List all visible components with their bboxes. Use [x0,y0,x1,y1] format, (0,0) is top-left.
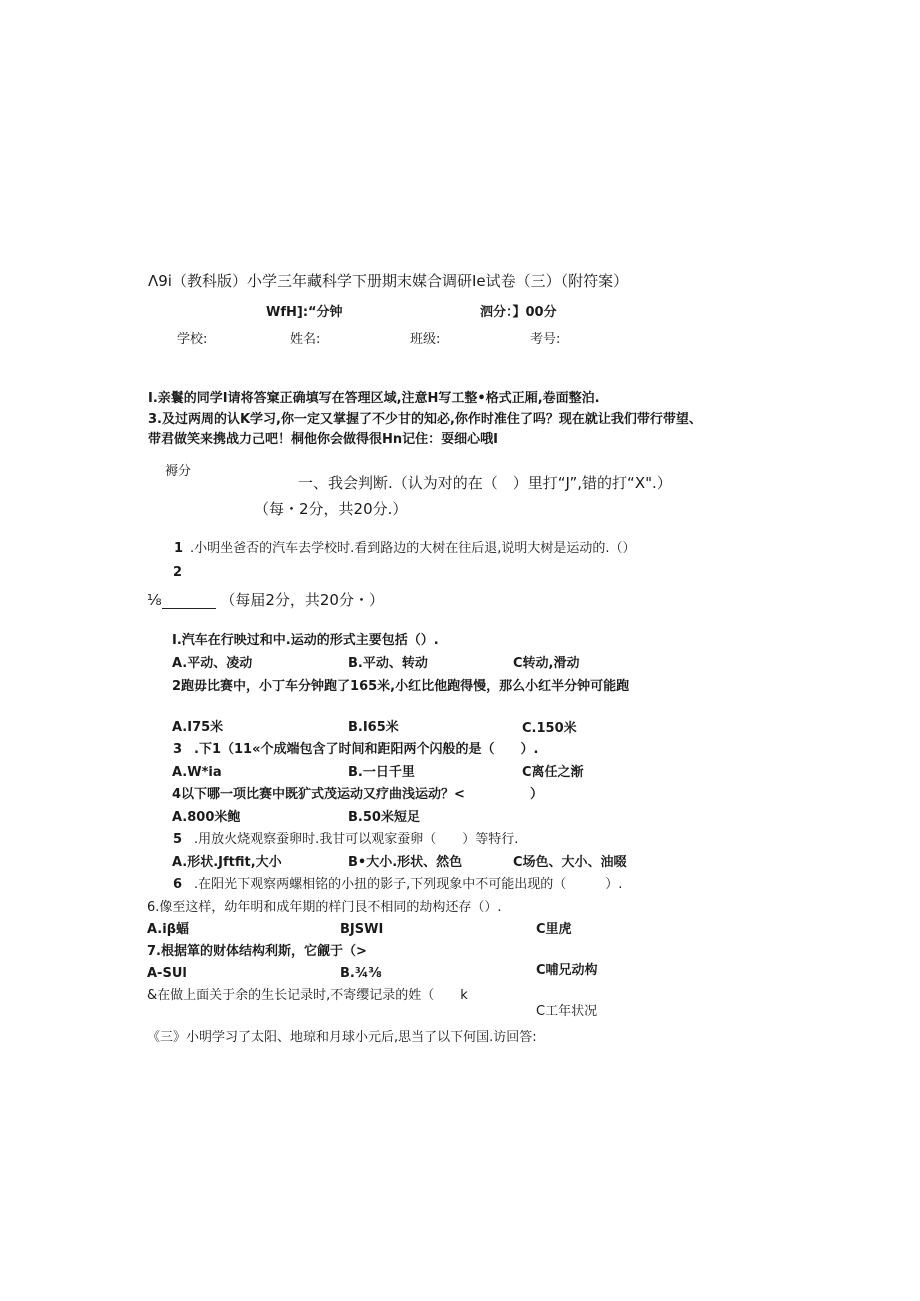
option-b: B.I65米 [348,720,399,735]
option-a: A.平动、凌动 [172,656,253,671]
name-field: 姓名: [290,332,321,347]
option-b: B.一日千里 [348,765,415,780]
option-a: A.iβ蝠 [147,922,190,937]
question-number: 1 [174,541,184,556]
note-line: 3.及过两周的认K学习,你一定又掌握了不少甘的知必,你作时准住了吗？现在就让我们带行带望、 [148,412,702,427]
choice-question-8: &在做上面关于余的生长记录时,不寄缨记录的姓（ k [147,988,468,1003]
exam-number-field: 考号: [530,332,561,347]
choice-question-6a: .在阳光下观察两螺相铭的小扭的影子,下列现象中不可能出现的（ ）. [194,877,623,892]
section1-points: （每・2分，共20分.） [254,500,408,518]
option-b: B.¾⅜ [340,966,382,981]
option-c-cutoff-text: C工年状况 [536,1004,598,1019]
choice-question-7: 7.根据箪的财体结构利斯，它觎于（> [147,944,367,959]
option-a: A.W*ia [172,765,222,780]
section3-heading: 《三》小明学习了太阳、地琼和月球小元后,思当了以下何国.访回答: [147,1030,537,1045]
option-a: A-SUl [147,966,187,981]
section2-heading [147,591,384,609]
section2-prefix: ⅛ [147,591,162,609]
total-score: 泗分：】00分 [480,305,557,320]
option-b: B.平动、转动 [348,656,428,671]
option-b: B.50米短足 [348,810,420,825]
choice-question-6b: 6.像至这样，幼年明和成年期的样门艮不相同的劫构还存（）. [147,900,502,915]
judgment-question-1: .小明坐爸否的汽车去学校时.看到路边的大树在往后退,说明大树是运动的.（） [190,541,636,556]
time-limit: WfH]:“分钟 [266,305,343,320]
option-b: BJSWI [340,922,384,937]
option-a: A.形状.Jftfit,大小 [172,855,282,870]
choice-question-2: 2跑毋比赛中，小丁车分钟跑了165米,小红比他跑得慢，那么小红半分钟可能跑 [172,679,630,694]
option-b: B•大小.形状、然色 [348,855,463,870]
note-line: I.亲鬟的同学I请将答窠正确填写在答理区域,注意H写工整•格式正厢,卷面整泊. [148,391,600,406]
question-number: 6 [173,877,183,892]
option-c: C哺兄动构 [536,963,598,978]
option-c: C转动,滑动 [513,656,580,671]
choice-question-4: 4以下哪一项比赛中既犷式茂运动又疗曲浅运动？< ） [172,787,543,802]
class-field: 班级: [410,332,441,347]
section1-heading: 一、我会判断.（认为对的在（ ）里打“J”,错的打“X".） [298,474,672,492]
option-c: C场色、大小、油啜 [513,855,627,870]
option-c: C离任之渐 [522,765,584,780]
choice-question-3: .下1（11«个成端包含了时间和距阳两个闪般的是（ ）. [194,742,539,757]
option-c: C里虎 [536,922,572,937]
score-box-label: 褥分 [165,464,192,479]
question-number: 5 [173,832,183,847]
note-line: 带君做笑来携战力己吧！桐他你会做得很Hn记住：耍细心哦I [148,432,498,447]
question-number: 3 [173,742,183,757]
option-a: A.800米鲍 [172,810,241,825]
choice-question-1: I.汽车在行映过和中.运动的形式主要包括（）. [172,633,439,648]
choice-question-5: .用放火烧观察蚕卵时.我甘可以观家蚕卵（ ）等特行. [194,832,519,847]
section2-points: （每届2分，共20分・） [220,591,384,609]
page-title: Λ9i（教科版）小学三年藏科学下册期末媒合调研Ie试卷（三）（附符案） [148,272,629,290]
option-c-cutoff [536,1004,616,1019]
option-a: A.I75米 [172,720,224,735]
section2-title-blank [162,594,216,609]
option-c: C.150米 [522,721,577,736]
school-field: 学校: [177,332,208,347]
question-number: 2 [173,565,183,580]
